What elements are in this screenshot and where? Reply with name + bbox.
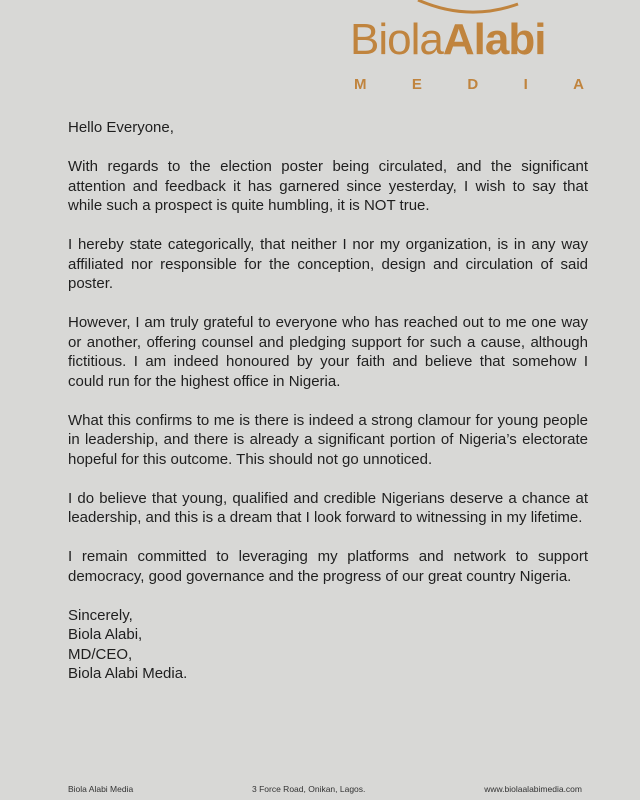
brand-logo <box>350 14 545 66</box>
brand-name-last: Alabi <box>442 15 546 64</box>
footer <box>68 784 582 794</box>
paragraph: I hereby state categorically, that neither I nor my organization, is in any way affiliated nor responsible for the conception, design and circulation of said poster. <box>68 236 588 292</box>
letter-body <box>68 118 588 684</box>
paragraph: I do believe that young, qualified and credible Nigerians deserve a chance at leadership, and this is a dream that I look forward to witnessing in my lifetime. <box>68 489 588 526</box>
closing: Sincerely, <box>68 606 133 624</box>
paragraph: With regards to the election poster being circulated, and the significant attention and feedback it has garnered since yesterday, I wish to say that while such a prospect is quite humbling, it is NOT true. <box>68 158 588 214</box>
footer-website[interactable]: www.biolaalabimedia.com <box>484 784 582 794</box>
brand-tagline <box>348 76 588 93</box>
tagline-letter: A <box>573 76 584 93</box>
greeting: Hello Everyone, <box>68 119 174 136</box>
signatory-company: Biola Alabi Media. <box>68 665 188 682</box>
tagline-letter: M <box>354 76 367 93</box>
brand-name-first: Biola <box>350 15 443 64</box>
paragraph: What this confirms to me is there is indeed a strong clamour for young people in leadership, and there is already a significant portion of Nigeria’s electorate hopeful for this outcome. This should not go unnoticed. <box>68 411 588 468</box>
tagline-letter: E <box>411 76 422 93</box>
letterhead <box>348 0 588 100</box>
footer-company: Biola Alabi Media <box>68 784 134 794</box>
tagline-letter: I <box>523 76 528 93</box>
footer-address: 3 Force Road, Onikan, Lagos. <box>252 784 366 794</box>
signoff <box>68 606 588 684</box>
signatory-name: Biola Alabi, <box>68 626 143 643</box>
paragraph: However, I am truly grateful to everyone who has reached out to me one way or another, offering counsel and pledging support for such a cause, although fictitious. I am indeed honoured by your faith and believe that somehow I could run for the highest office in Nigeria. <box>68 314 588 390</box>
paragraph: I remain committed to leveraging my platforms and network to support democracy, good governance and the progress of our great country Nigeria. <box>68 548 588 585</box>
tagline-letter: D <box>467 76 479 93</box>
signatory-title: MD/CEO, <box>68 645 133 663</box>
